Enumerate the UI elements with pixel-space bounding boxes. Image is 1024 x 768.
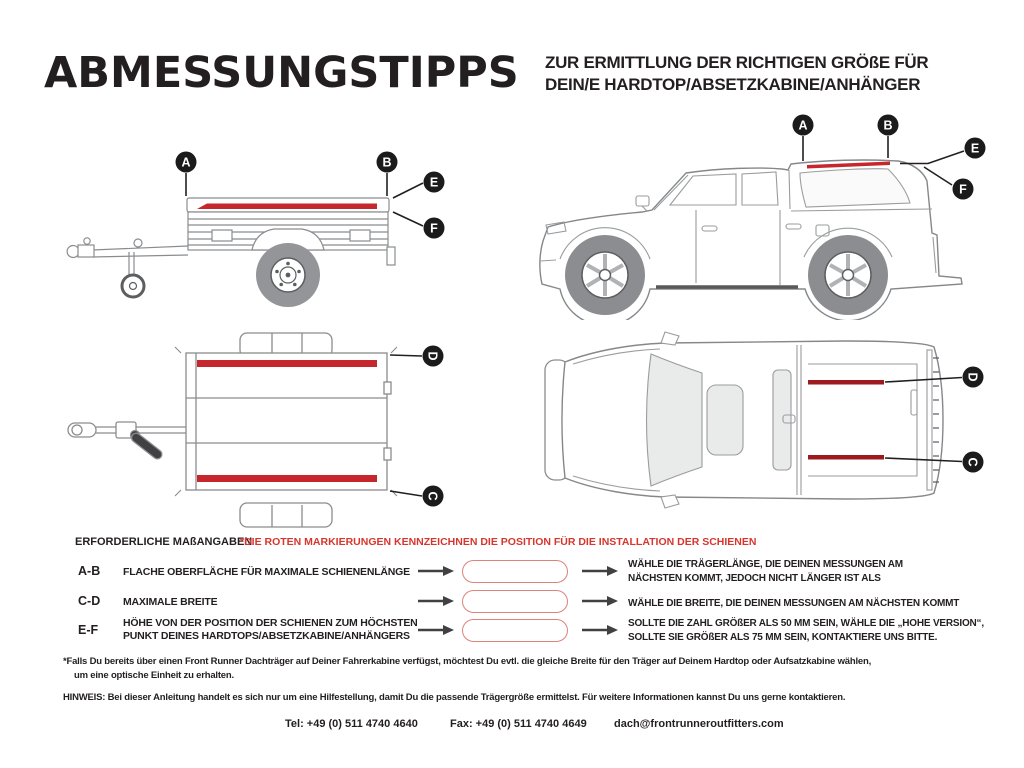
side-mirror	[636, 196, 649, 206]
handbrake-lever	[130, 431, 164, 460]
arrow-right-icon	[581, 595, 619, 607]
right-mirror	[661, 495, 679, 508]
contact-email: dach@frontrunneroutfitters.com	[614, 718, 784, 730]
row-cd-guidance: WÄHLE DIE BREITE, DIE DEINEN MESSUNGEN AM NÄCHSTEN KOMMT	[628, 598, 960, 609]
contact-fax: Fax: +49 (0) 511 4740 4649	[450, 718, 587, 730]
requirements-heading: ERFORDERLICHE MAßANGABEN	[75, 536, 253, 548]
trailer-top-view-diagram	[50, 330, 460, 530]
svg-text:D: D	[965, 372, 980, 382]
svg-text:A: A	[798, 118, 808, 133]
row-ab-guidance: WÄHLE DIE TRÄGERLÄNGE, DIE DEINEN MESSUNGEN AM NÄCHSTEN KOMMT, JEDOCH NICHT LÄNGER IST ALS	[628, 559, 903, 584]
rear-cab-window	[773, 370, 791, 470]
page-subtitle	[545, 52, 928, 95]
page-title: ABMESSUNGSTIPPS	[44, 48, 519, 98]
marker-a-badge	[793, 115, 814, 162]
svg-text:B: B	[382, 155, 392, 170]
svg-text:D: D	[425, 351, 440, 361]
svg-text:E: E	[429, 175, 439, 190]
front-wheel	[565, 235, 645, 315]
trailer-coupler	[78, 245, 94, 257]
marker-b-badge	[878, 115, 899, 159]
arrow-right-icon	[581, 565, 619, 577]
trailer-fender-bottom	[240, 503, 332, 527]
row-ef-measurement-field	[462, 619, 568, 642]
left-mirror	[661, 332, 679, 345]
marker-b-badge	[377, 152, 398, 197]
trailer-bed	[186, 353, 387, 490]
svg-text:F: F	[959, 182, 967, 197]
marker-e-badge	[900, 138, 986, 164]
svg-text:F: F	[430, 221, 438, 236]
subtitle-line-2: DEIN/E HARDTOP/ABSETZKABINE/ANHÄNGER	[545, 74, 921, 94]
svg-text:A: A	[181, 155, 191, 170]
marker-c-badge	[390, 486, 444, 507]
arrow-right-icon	[417, 595, 455, 607]
marker-f-badge	[393, 212, 445, 239]
svg-text:E: E	[970, 141, 980, 156]
truck-body	[562, 341, 943, 499]
rail-position-marking	[808, 380, 884, 385]
row-ef-key: E-F	[78, 623, 99, 637]
row-cd-key: C-D	[78, 594, 101, 608]
contact-phone: Tel: +49 (0) 511 4740 4640	[285, 718, 418, 730]
trailer-side-view-diagram	[60, 125, 460, 320]
row-cd-measurement-field	[462, 590, 568, 613]
marker-e-badge	[393, 172, 445, 199]
arrow-right-icon	[417, 565, 455, 577]
subtitle-line-1: ZUR ERMITTLUNG DER RICHTIGEN GRÖßE FÜR	[545, 53, 929, 72]
svg-text:C: C	[425, 491, 440, 501]
rear-wheel	[808, 235, 888, 315]
svg-text:C: C	[965, 457, 980, 467]
row-cd-description: MAXIMALE BREITE	[123, 596, 218, 608]
row-ab-measurement-field	[462, 560, 568, 583]
windshield	[647, 354, 703, 486]
rail-position-marking	[808, 455, 884, 460]
marker-f-badge	[924, 167, 974, 200]
svg-text:B: B	[883, 118, 893, 133]
rail-position-marking	[197, 204, 377, 210]
footnote: *Falls Du bereits über einen Front Runner Dachträger auf Deiner Fahrerkabine verfügst, möchtest Du evtl. die gleiche Breite für den Träger auf Deinem Hardtop oder Aufsatzkabine wählen, um eine optische Einheit zu erhalten.	[63, 656, 872, 681]
arrow-right-icon	[581, 624, 619, 636]
marker-d-badge	[390, 346, 444, 367]
truck-side-view-diagram	[530, 113, 995, 320]
row-ef-description: HÖHE VON DER POSITION DER SCHIENEN ZUM HÖCHSTEN PUNKT DEINES HARDTOPS/ABSETZKABINE/ANHÄNGERS	[123, 617, 418, 642]
hint-note: HINWEIS: Bei dieser Anleitung handelt es sich nur um eine Hilfestellung, damit Du die passende Trägergröße ermittelst. Für weitere Informationen kannst Du uns gerne kontaktieren.	[63, 692, 846, 703]
row-ab-key: A-B	[78, 564, 101, 578]
rail-position-marking	[197, 360, 377, 367]
sunroof	[707, 385, 743, 455]
canopy-window	[800, 169, 910, 207]
truck-top-view-diagram	[535, 330, 1005, 525]
row-ef-guidance: SOLLTE DIE ZAHL GRÖßER ALS 50 MM SEIN, WÄHLE DIE „HOHE VERSION“, SOLLTE SIE GRÖßER ALS 75 MM SEIN, KONTAKTIERE UNS BITTE.	[628, 618, 984, 643]
red-markings-note: *DIE ROTEN MARKIERUNGEN KENNZEICHNEN DIE POSITION FÜR DIE INSTALLATION DER SCHIENEN	[240, 536, 757, 548]
rail-position-marking	[197, 475, 377, 482]
row-ab-description: FLACHE OBERFLÄCHE FÜR MAXIMALE SCHIENENLÄNGE	[123, 566, 410, 578]
marker-a-badge	[176, 152, 197, 197]
arrow-right-icon	[417, 624, 455, 636]
